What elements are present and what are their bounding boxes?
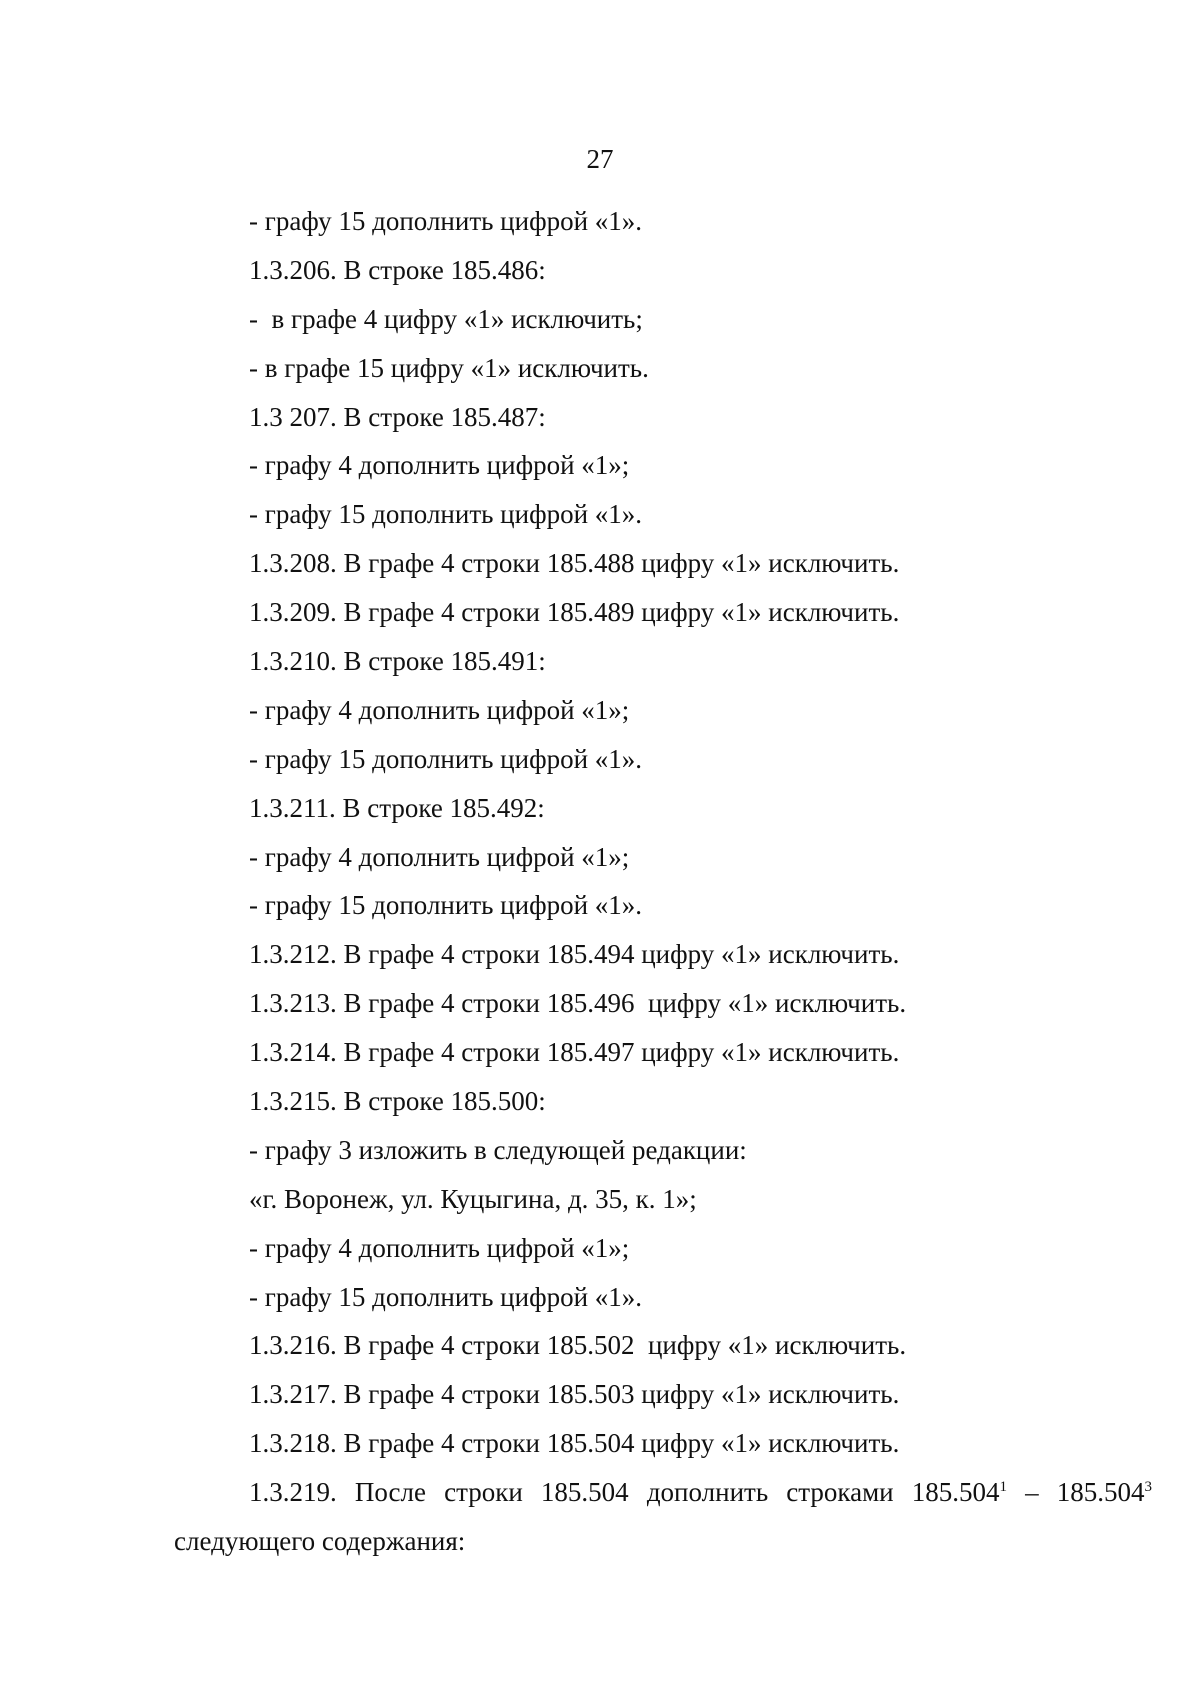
text-line: «г. Воронеж, ул. Куцыгина, д. 35, к. 1»;: [249, 1183, 697, 1214]
text-line: - графу 15 дополнить цифрой «1».: [249, 890, 643, 921]
text-line: - графу 4 дополнить цифрой «1»;: [249, 450, 630, 481]
text-line: - графу 15 дополнить цифрой «1».: [249, 1281, 643, 1312]
text-line: - в графе 4 цифру «1» исключить;: [249, 303, 643, 334]
text-line: 1.3.218. В графе 4 строки 185.504 цифру «1» исключить.: [249, 1428, 900, 1459]
superscript-last: 3: [1144, 1479, 1152, 1496]
text-line: 1.3.215. В строке 185.500:: [249, 1086, 546, 1117]
text-line: 1.3.209. В графе 4 строки 185.489 цифру «1» исключить.: [249, 597, 900, 628]
text-line: - графу 15 дополнить цифрой «1».: [249, 499, 643, 530]
text-line: 1.3.216. В графе 4 строки 185.502 цифру «1» исключить.: [249, 1330, 907, 1361]
text-line: 1.3.214. В графе 4 строки 185.497 цифру «1» исключить.: [249, 1037, 900, 1068]
text-line: 1.3 207. В строке 185.487:: [249, 401, 546, 432]
text-line: - графу 4 дополнить цифрой «1»;: [249, 694, 630, 725]
superscript-first: 1: [999, 1479, 1007, 1496]
text-line: 1.3.212. В графе 4 строки 185.494 цифру «1» исключить.: [249, 939, 900, 970]
text-line: - графу 15 дополнить цифрой «1».: [249, 206, 643, 236]
text-line: - графу 4 дополнить цифрой «1»;: [249, 1232, 630, 1263]
text-line: 1.3.208. В графе 4 строки 185.488 цифру «1» исключить.: [249, 548, 900, 579]
text-line: - графу 3 изложить в следующей редакции:: [249, 1134, 747, 1165]
final-paragraph-range: – 185.504: [1006, 1477, 1145, 1508]
text-line: - графу 15 дополнить цифрой «1».: [249, 743, 643, 774]
final-paragraph-end: следующего содержания:: [174, 1526, 466, 1557]
text-line: - графу 4 дополнить цифрой «1»;: [249, 841, 630, 872]
text-line: 1.3.211. В строке 185.492:: [249, 792, 545, 823]
text-line: 1.3.213. В графе 4 строки 185.496 цифру «1» исключить.: [249, 988, 907, 1019]
text-line: 1.3.210. В строке 185.491:: [249, 646, 546, 677]
text-line: 1.3.217. В графе 4 строки 185.503 цифру «1» исключить.: [249, 1379, 900, 1410]
final-paragraph: [174, 1468, 1152, 1566]
page-number: 27: [586, 144, 614, 174]
document-body: [174, 197, 1152, 1566]
text-line: 1.3.206. В строке 185.486:: [249, 254, 546, 285]
final-paragraph-start: 1.3.219. После строки 185.504 дополнить строками 185.504: [249, 1477, 1000, 1508]
text-line: - в графе 15 цифру «1» исключить.: [249, 352, 649, 383]
